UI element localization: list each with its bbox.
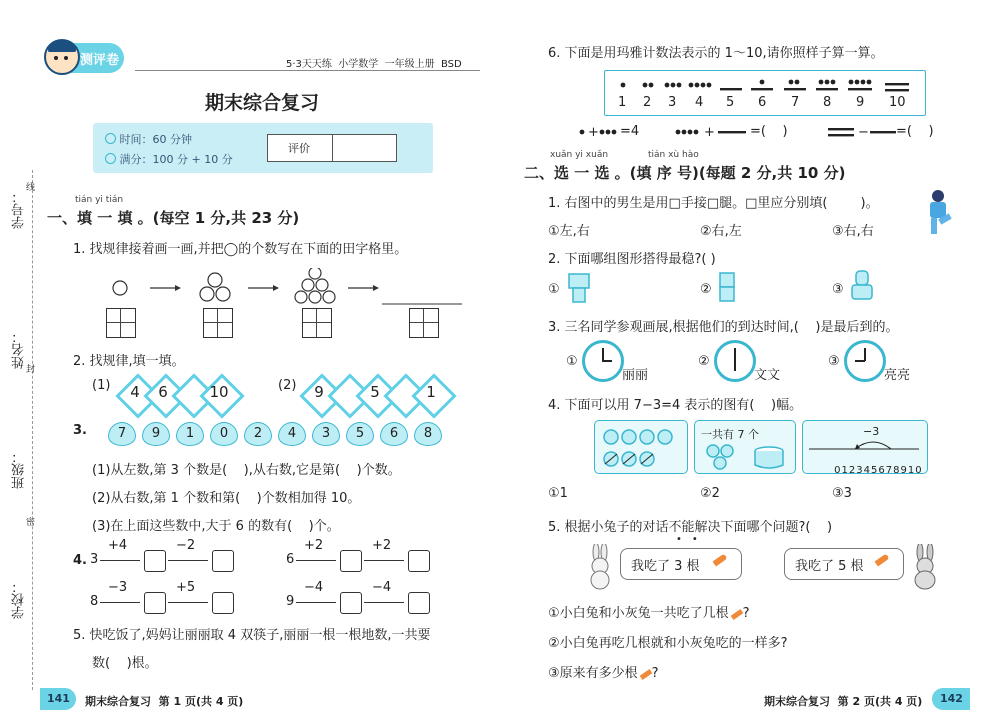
choice-question-3: 3. 三名同学参观画展,根据他们的到达时间,( )是最后到的。 [548, 320, 899, 335]
answer-box[interactable] [144, 592, 166, 614]
check-icon [105, 153, 116, 164]
student-name: 文文 [754, 368, 781, 383]
diamond-value: 9 [314, 383, 324, 401]
maya-number: 10 [889, 95, 906, 110]
petal-number: 7 [108, 422, 136, 446]
chain-start: 6 [286, 552, 295, 567]
choice-option[interactable]: ①1 [548, 486, 568, 501]
answer-box[interactable] [340, 592, 362, 614]
bubble-text: 我吃了 3 根 [631, 559, 700, 574]
margin-name: 姓名： [12, 330, 27, 369]
footer-page-number: 142 [940, 692, 963, 705]
footer-page-badge [932, 688, 970, 710]
chain-op: +5 [176, 580, 196, 595]
diamond-value: 1 [426, 383, 436, 401]
maya-number: 6 [758, 95, 767, 110]
choice-option[interactable]: ③原来有多少根 ? [548, 666, 659, 681]
question-1: 1. 找规律接着画一画,并把◯的个数写在下面的田字格里。 [73, 242, 408, 257]
tianzi-box[interactable] [106, 308, 136, 338]
carrot-icon [713, 554, 728, 567]
petal-number: 3 [312, 422, 340, 446]
choice-option[interactable]: ① [566, 354, 578, 369]
answer-box[interactable] [144, 550, 166, 572]
boy-figure [924, 190, 952, 240]
petal-number: 6 [380, 422, 408, 446]
question-5-line1: 5. 快吃饭了,妈妈让丽丽取 4 双筷子,丽丽一根一根地数,一共要 [73, 628, 431, 643]
maya-number: 7 [791, 95, 800, 110]
q2b-label: (2) [278, 378, 297, 393]
jump-label: −3 [863, 425, 880, 438]
margin-secret-mark: 密 [26, 518, 36, 528]
emphasis-dots: •• [676, 534, 708, 545]
chain-op: −4 [372, 580, 392, 595]
petal-number: 4 [278, 422, 306, 446]
carrot-icon [875, 554, 890, 567]
tianzi-box[interactable] [302, 308, 332, 338]
maya-number: 4 [695, 95, 704, 110]
answer-box[interactable] [340, 550, 362, 572]
picture-box-3 [802, 420, 928, 474]
info-box [93, 123, 433, 173]
petal-number: 0 [210, 422, 238, 446]
q2a-diamond-row [118, 378, 248, 408]
section1-title: 一、填 一 填 。(每空 1 分,共 23 分) [47, 209, 300, 227]
footer-page-number: 141 [47, 692, 70, 705]
footer-page-badge [40, 688, 76, 710]
header-rule [135, 70, 480, 71]
chain-op: −2 [176, 538, 196, 553]
maya-eq2-answer[interactable]: =( ) [750, 124, 788, 139]
chain-op: −3 [108, 580, 128, 595]
clock-icon [714, 340, 756, 382]
answer-box[interactable] [212, 592, 234, 614]
number-line-labels: 012345678910 [834, 465, 923, 476]
series-header: 5·3天天练 小学数学 一年级上册 BSD [286, 59, 462, 70]
svg-text:+: + [704, 125, 715, 140]
margin-line-mark: 线 [26, 183, 36, 193]
footer-text: 期末综合复习 第 1 页(共 4 页) [85, 695, 244, 708]
time-info: 时间：60 分钟 [105, 131, 192, 147]
maya-eq1-result: =4 [620, 124, 640, 139]
carrot-icon [639, 669, 652, 680]
choice-option[interactable]: ③右,右 [832, 224, 874, 239]
clock-icon [105, 133, 116, 144]
choice-option[interactable]: ①左,右 [548, 224, 590, 239]
maya-number: 5 [726, 95, 735, 110]
speech-bubble-1 [620, 548, 742, 580]
section2-pinyin-2: tián xù hào [648, 150, 699, 160]
maya-symbols [605, 71, 925, 95]
diamond-value: 6 [158, 383, 168, 401]
right-page [506, 0, 1000, 726]
petal-number: 5 [346, 422, 374, 446]
choice-option[interactable]: ③3 [832, 486, 852, 501]
diamond-value: 5 [370, 383, 380, 401]
clock-icon [844, 340, 886, 382]
chain-op: +2 [372, 538, 392, 553]
pattern-circle [113, 281, 127, 295]
section2-title: 二、选 一 选 。(填 序 号)(每题 2 分,共 10 分) [524, 164, 846, 182]
mascot-avatar [44, 39, 80, 75]
page-title: 期末综合复习 [205, 92, 320, 114]
white-rabbit-icon [584, 544, 614, 590]
maya-eq3-answer[interactable]: =( ) [896, 124, 934, 139]
choice-option[interactable]: ① [548, 282, 560, 297]
margin-school: 学校： [12, 580, 27, 619]
chain-start: 3 [90, 552, 99, 567]
diamond-value: 4 [130, 383, 140, 401]
question-2: 2. 找规律,填一填。 [73, 354, 185, 369]
answer-box[interactable] [212, 550, 234, 572]
section1-pinyin: tián yi tián [75, 195, 124, 205]
chain-op: +4 [108, 538, 128, 553]
test-badge [46, 43, 124, 73]
chain-start: 8 [90, 594, 99, 609]
maya-table [604, 70, 926, 116]
choice-question-4: 4. 下面可以用 7−3=4 表示的图有( )幅。 [548, 398, 803, 413]
choice-question-2: 2. 下面哪组图形搭得最稳?( ) [548, 252, 716, 267]
margin-student-id: 学号： [12, 190, 27, 229]
q2a-label: (1) [92, 378, 111, 393]
picture-box-2 [694, 420, 796, 474]
tianzi-box[interactable] [203, 308, 233, 338]
chain-op: −4 [304, 580, 324, 595]
margin-seal-mark: 封 [26, 365, 36, 375]
choice-question-5: 5. 根据小兔子的对话不能解决下面哪个问题?( ) [548, 520, 833, 535]
speech-bubble-2 [784, 548, 904, 580]
question-6: 6. 下面是用玛雅计数法表示的 1～10,请你照样子算一算。 [548, 46, 884, 61]
question-4-label: 4. [73, 553, 87, 568]
q3-petal-row [108, 422, 448, 448]
bubble-text: 我吃了 5 根 [795, 559, 864, 574]
picture-box-1 [594, 420, 688, 474]
binding-margin [10, 170, 40, 690]
answer-box[interactable] [408, 592, 430, 614]
diamond-value: 10 [209, 383, 229, 401]
number-line [807, 435, 923, 453]
chain-start: 9 [286, 594, 295, 609]
footer-text: 期末综合复习 第 2 页(共 4 页) [764, 695, 923, 708]
maya-number: 8 [823, 95, 832, 110]
badge-label: 测评卷 [80, 53, 120, 68]
choice-option[interactable]: ② [700, 282, 712, 297]
student-name: 亮亮 [884, 368, 911, 383]
maya-number: 9 [856, 95, 865, 110]
svg-text:+: + [588, 125, 599, 140]
bun-count-label: 一共有 7 个 [701, 428, 759, 441]
question-3-label: 3. [73, 423, 87, 438]
petal-number: 8 [414, 422, 442, 446]
maya-number: 3 [668, 95, 677, 110]
choice-option[interactable]: ③ [832, 282, 844, 297]
evaluation-table [267, 134, 397, 162]
q3-part3: (3)在上面这些数中,大于 6 的数有( )个。 [92, 519, 340, 534]
maya-equation-2 [674, 122, 754, 142]
choice-option[interactable]: ② [698, 354, 710, 369]
clock-icon [582, 340, 624, 382]
stack-shape-3 [848, 268, 878, 304]
choice-question-1: 1. 右图中的男生是用□手接□腿。□里应分别填( )。 [548, 196, 879, 211]
stack-shape-1 [564, 270, 594, 304]
evaluation-label: 评价 [288, 142, 310, 155]
maya-number: 1 [618, 95, 627, 110]
petal-number: 2 [244, 422, 272, 446]
svg-text:−: − [858, 125, 869, 140]
choice-option[interactable]: ①小白兔和小灰兔一共吃了几根 ? [548, 606, 750, 621]
q2b-diamond-row [302, 378, 462, 408]
q3-part2: (2)从右数,第 1 个数和第( )个数相加得 10。 [92, 491, 361, 506]
tianzi-box[interactable] [409, 308, 439, 338]
petal-number: 9 [142, 422, 170, 446]
choice-option[interactable]: ②右,左 [700, 224, 742, 239]
gray-rabbit-icon [908, 544, 944, 590]
question-5-line2: 数( )根。 [92, 656, 158, 671]
stack-shape-2 [716, 270, 740, 304]
q3-part1: (1)从左数,第 3 个数是( ),从右数,它是第( )个数。 [92, 463, 401, 478]
score-info: 满分：100 分 + 10 分 [105, 151, 233, 167]
maya-equation-3 [828, 122, 898, 142]
petal-number: 1 [176, 422, 204, 446]
margin-class: 班级： [12, 450, 27, 489]
section2-pinyin: xuǎn yi xuǎn [550, 150, 609, 160]
choice-option[interactable]: ②小白兔再吃几根就和小灰兔吃的一样多? [548, 636, 788, 651]
answer-box[interactable] [408, 550, 430, 572]
maya-number: 2 [643, 95, 652, 110]
choice-option[interactable]: ②2 [700, 486, 720, 501]
chain-op: +2 [304, 538, 324, 553]
choice-option[interactable]: ③ [828, 354, 840, 369]
carrot-icon [730, 609, 743, 620]
student-name: 丽丽 [622, 368, 649, 383]
